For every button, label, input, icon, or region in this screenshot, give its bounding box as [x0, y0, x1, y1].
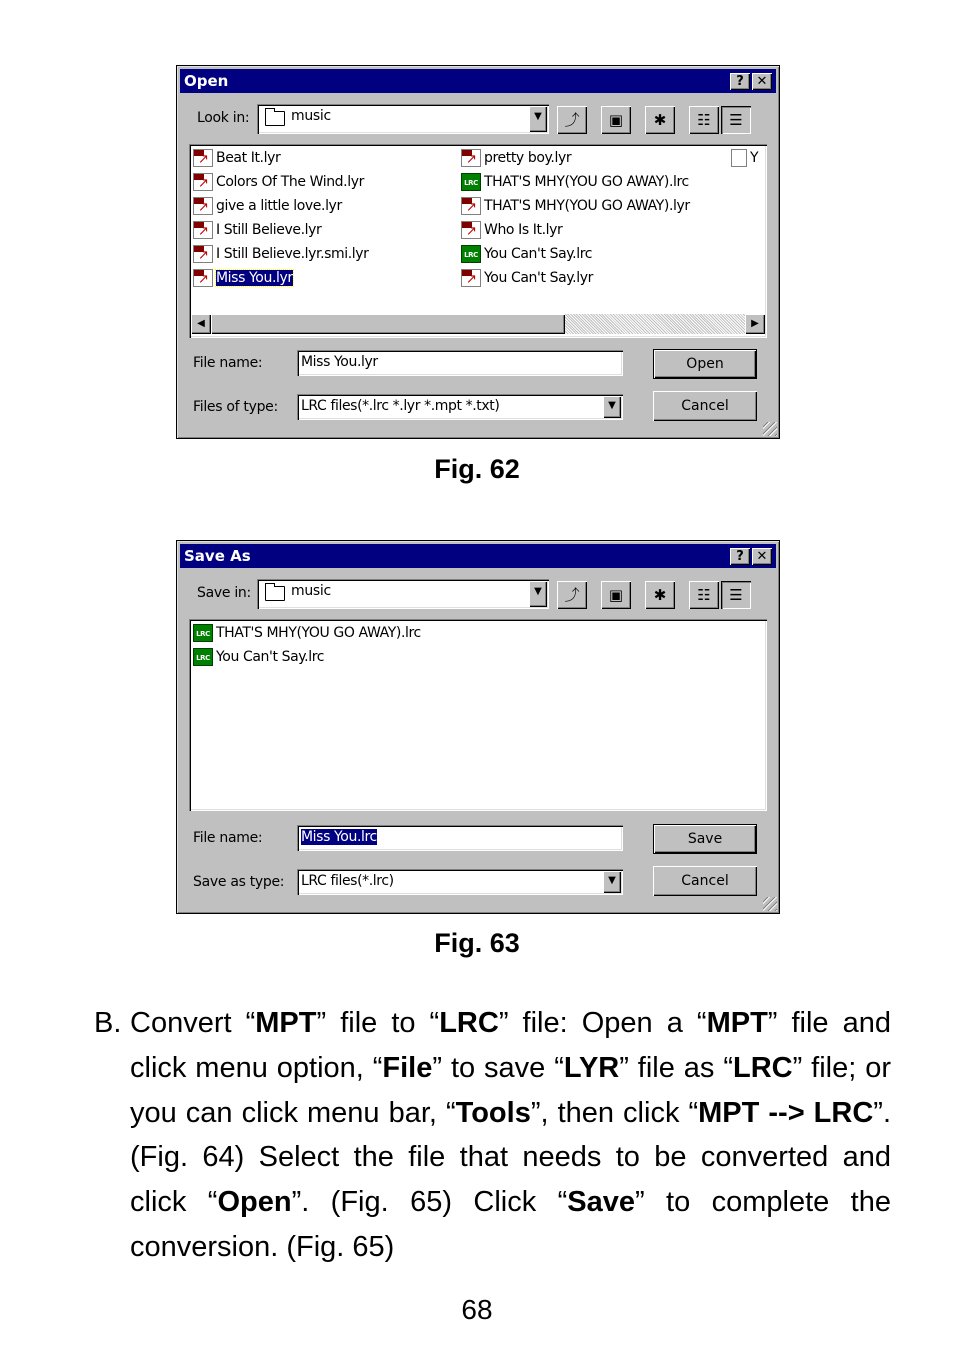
details-view-icon[interactable]: ☰: [721, 581, 751, 609]
list-item-selected[interactable]: ↗Miss You.lyr: [193, 267, 293, 289]
file-name-label: File name:: [193, 830, 263, 846]
media-file-icon: [731, 149, 747, 167]
help-button[interactable]: ?: [730, 73, 750, 90]
close-button[interactable]: ✕: [752, 548, 772, 565]
file-name-label: File name:: [193, 355, 263, 371]
list-marker: B.: [94, 1007, 122, 1039]
lyr-file-icon: [193, 173, 213, 191]
save-as-type-label: Save as type:: [193, 874, 285, 890]
folder-icon: [265, 111, 285, 126]
list-item[interactable]: Y: [731, 147, 758, 169]
list-view-icon[interactable]: ☷: [689, 106, 719, 134]
desktop-icon[interactable]: ▣: [601, 581, 631, 609]
help-button[interactable]: ?: [730, 548, 750, 565]
chevron-down-icon[interactable]: ▼: [603, 871, 621, 893]
file-name-input[interactable]: Miss You.lyr: [297, 350, 623, 376]
lyr-file-icon: [193, 269, 213, 287]
scroll-right-icon[interactable]: ▶: [745, 314, 765, 334]
list-item[interactable]: ↗I Still Believe.lyr.smi.lyr: [193, 243, 369, 265]
lyr-file-icon: [461, 221, 481, 239]
instruction-paragraph: [94, 1001, 891, 1270]
lyr-file-icon: [461, 269, 481, 287]
file-list[interactable]: [189, 619, 767, 811]
lrc-file-icon: LRC: [193, 648, 213, 666]
list-item[interactable]: LRC You Can't Say.lrc: [461, 243, 592, 265]
list-item[interactable]: LRC You Can't Say.lrc: [193, 646, 324, 668]
scroll-thumb[interactable]: [211, 314, 565, 334]
file-type-select[interactable]: LRC files(*.lrc *.lyr *.mpt *.txt) ▼: [297, 394, 623, 420]
chevron-down-icon[interactable]: ▼: [529, 106, 547, 132]
lyr-file-icon: [193, 149, 213, 167]
list-item[interactable]: ↗Colors Of The Wind.lyr: [193, 171, 364, 193]
save-as-type-select[interactable]: LRC files(*.lrc) ▼: [297, 869, 623, 895]
new-folder-icon[interactable]: ✱: [645, 106, 675, 134]
look-in-label: Look in:: [197, 110, 250, 126]
save-as-dialog-titlebar: [180, 544, 776, 568]
current-folder: music: [291, 583, 331, 599]
file-type-label: Files of type:: [193, 399, 278, 415]
save-button[interactable]: Save: [653, 824, 757, 854]
save-in-label: Save in:: [197, 585, 251, 601]
list-item[interactable]: LRC THAT'S MHY(YOU GO AWAY).lrc: [193, 622, 421, 644]
list-item[interactable]: ↗give a little love.lyr: [193, 195, 342, 217]
details-view-icon[interactable]: ☰: [721, 106, 751, 134]
cancel-button[interactable]: Cancel: [653, 866, 757, 896]
file-list[interactable]: [189, 144, 767, 338]
page-number: 68: [461, 1294, 493, 1325]
lyr-file-icon: [193, 197, 213, 215]
lrc-file-icon: LRC: [193, 624, 213, 642]
chevron-down-icon[interactable]: ▼: [529, 581, 547, 607]
list-item[interactable]: ↗Who Is It.lyr: [461, 219, 562, 241]
lrc-file-icon: LRC: [461, 173, 481, 191]
new-folder-icon[interactable]: ✱: [645, 581, 675, 609]
lyr-file-icon: [193, 245, 213, 263]
list-view-icon[interactable]: ☷: [689, 581, 719, 609]
list-item[interactable]: ↗THAT'S MHY(YOU GO AWAY).lyr: [461, 195, 690, 217]
lyr-file-icon: [461, 149, 481, 167]
open-dialog: [176, 65, 780, 439]
folder-icon: [265, 586, 285, 601]
resize-grip-icon[interactable]: [763, 897, 777, 911]
instruction-body: Convert “MPT” file to “LRC” file: Open a “MPT” file and click menu option, “File” to save “LYR” file as “LRC” file; or you can click menu bar, “Tools”, then click “MPT --> LRC”. (Fig. 64) Select the file that needs to be converted and click “Open”. (Fig. 65) Click “Save” to complete the conversion. (Fig. 65): [130, 1007, 892, 1263]
chevron-down-icon[interactable]: ▼: [603, 396, 621, 418]
save-in-combo[interactable]: [257, 579, 549, 609]
desktop-icon[interactable]: ▣: [601, 106, 631, 134]
list-item[interactable]: ↗pretty boy.lyr: [461, 147, 571, 169]
lyr-file-icon: [461, 197, 481, 215]
open-button[interactable]: Open: [653, 349, 757, 379]
dialog-title: Save As: [184, 547, 251, 565]
list-item[interactable]: ↗You Can't Say.lyr: [461, 267, 593, 289]
scroll-left-icon[interactable]: ◀: [191, 314, 211, 334]
open-dialog-titlebar: [180, 69, 776, 93]
current-folder: music: [291, 108, 331, 124]
file-name-input[interactable]: Miss You.lrc: [297, 825, 623, 851]
up-folder-icon[interactable]: ⤴: [557, 106, 587, 134]
lrc-file-icon: LRC: [461, 245, 481, 263]
figure-caption: Fig. 63: [434, 928, 520, 958]
cancel-button[interactable]: Cancel: [653, 391, 757, 421]
save-as-dialog: [176, 540, 780, 914]
list-item[interactable]: ↗I Still Believe.lyr: [193, 219, 321, 241]
figure-caption: Fig. 62: [434, 454, 520, 484]
list-item[interactable]: LRC THAT'S MHY(YOU GO AWAY).lrc: [461, 171, 689, 193]
dialog-title: Open: [184, 72, 229, 90]
up-folder-icon[interactable]: ⤴: [557, 581, 587, 609]
horizontal-scrollbar[interactable]: [191, 314, 765, 334]
resize-grip-icon[interactable]: [763, 422, 777, 436]
list-item[interactable]: ↗Beat It.lyr: [193, 147, 280, 169]
close-button[interactable]: ✕: [752, 73, 772, 90]
look-in-combo[interactable]: [257, 104, 549, 134]
lyr-file-icon: [193, 221, 213, 239]
